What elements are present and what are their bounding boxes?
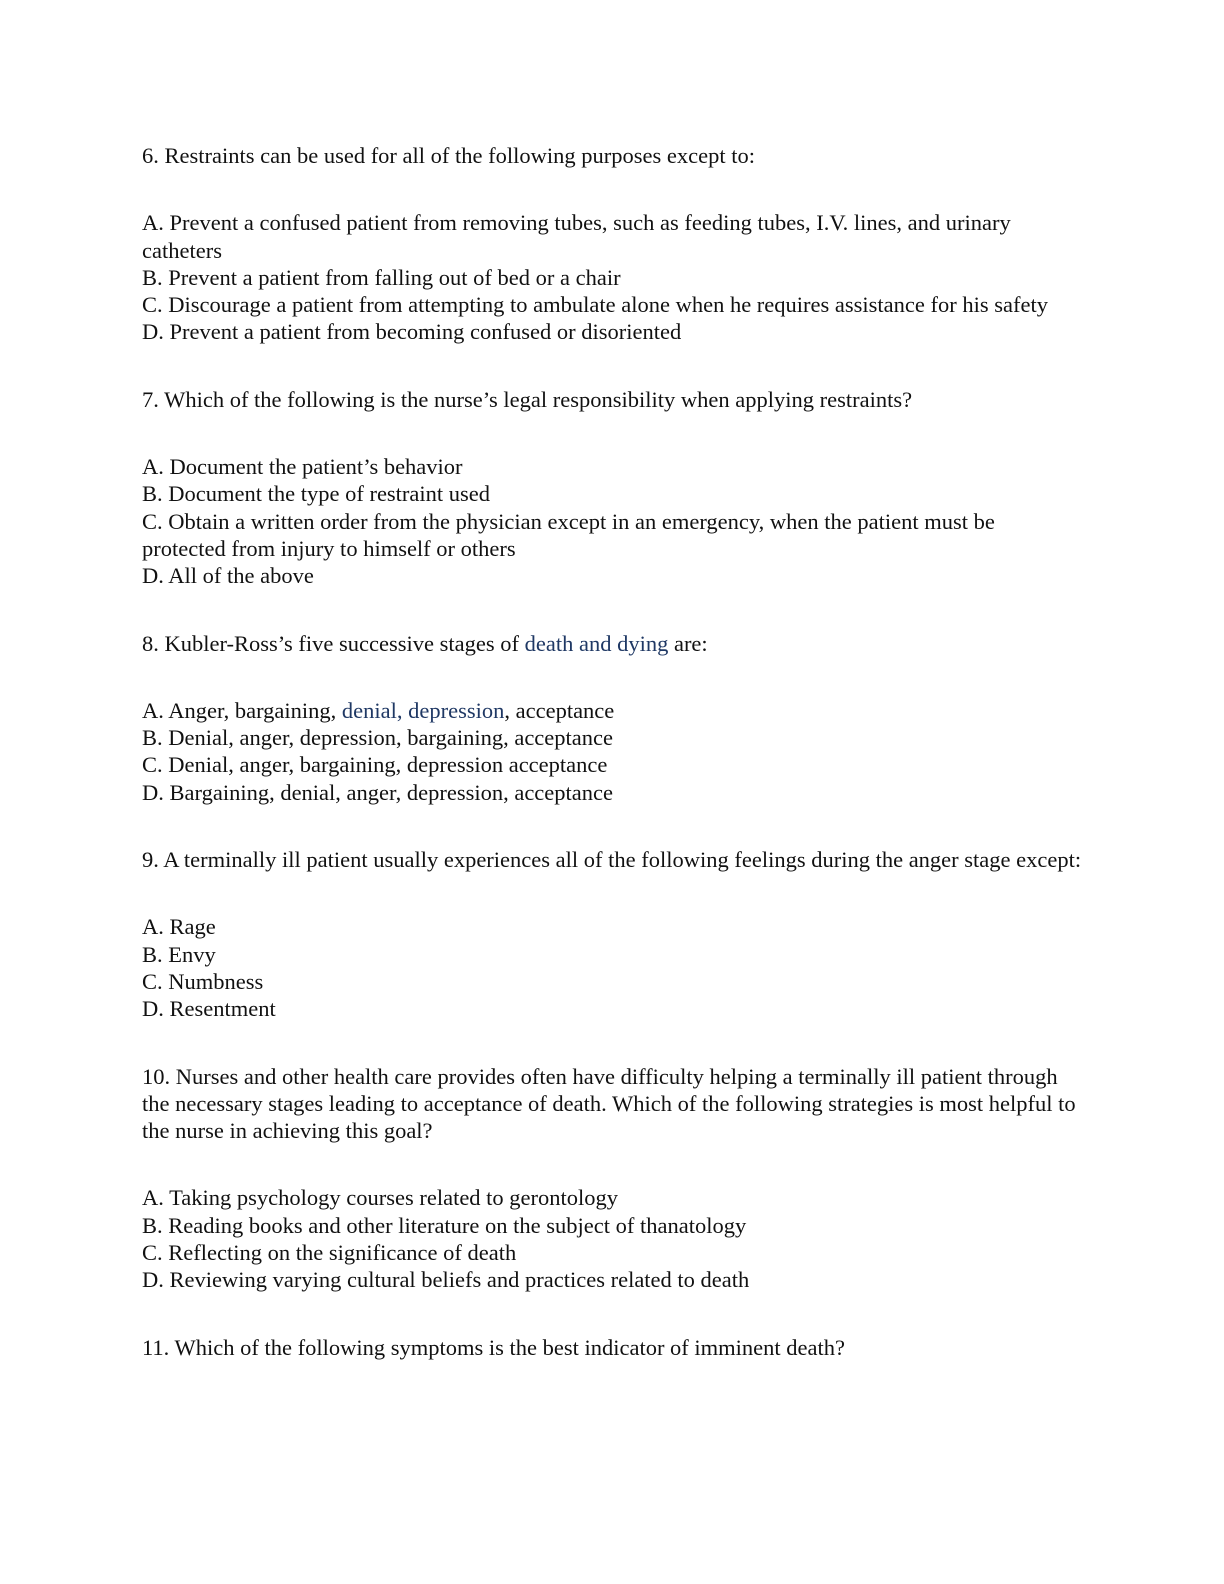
document-page bbox=[142, 142, 1082, 1361]
question-10-options bbox=[142, 1184, 1082, 1293]
question-9-option-b: B. Envy bbox=[142, 941, 216, 967]
question-8-option-d: D. Bargaining, denial, anger, depression, acceptance bbox=[142, 779, 613, 805]
denial-depression-link[interactable]: denial, depression bbox=[341, 697, 505, 723]
question-10-option-a: A. Taking psychology courses related to gerontology bbox=[142, 1185, 619, 1211]
question-10-option-c: C. Reflecting on the significance of death bbox=[142, 1240, 517, 1266]
question-7-option-c: C. Obtain a written order from the physician except in an emergency, when the patient must be protected from injury to himself or others bbox=[142, 508, 995, 561]
question-8-option-c: C. Denial, anger, bargaining, depression acceptance bbox=[142, 752, 608, 778]
question-11: 11. Which of the following symptoms is the best indicator of imminent death? bbox=[142, 1334, 846, 1360]
question-8 bbox=[142, 630, 1082, 657]
question-8-option-b: B. Denial, anger, depression, bargaining, acceptance bbox=[142, 725, 613, 751]
question-9-options bbox=[142, 913, 1082, 1022]
question-6-option-d: D. Prevent a patient from becoming confused or disoriented bbox=[142, 319, 682, 345]
question-10-option-d: D. Reviewing varying cultural beliefs and practices related to death bbox=[142, 1267, 750, 1293]
question-9: 9. A terminally ill patient usually experiences all of the following feelings during the anger stage except: bbox=[142, 847, 1082, 873]
question-9-option-c: C. Numbness bbox=[142, 968, 264, 994]
question-6-option-c: C. Discourage a patient from attempting to ambulate alone when he requires assistance for his safety bbox=[142, 292, 1048, 318]
question-8-option-a-end: , acceptance bbox=[504, 697, 615, 723]
question-9-option-d: D. Resentment bbox=[142, 996, 276, 1022]
question-10: 10. Nurses and other health care provides often have difficulty helping a terminally ill patient through the necessary stages leading to acceptance of death. Which of the following strategies is most helpful to the nurse in achieving this goal? bbox=[142, 1063, 1076, 1144]
question-7-option-b: B. Document the type of restraint used bbox=[142, 481, 491, 507]
question-8-text-start: 8. Kubler-Ross’s five successive stages of bbox=[142, 630, 525, 656]
question-7-option-a: A. Document the patient’s behavior bbox=[142, 454, 463, 480]
question-7-option-d: D. All of the above bbox=[142, 563, 314, 589]
question-8-option-a bbox=[142, 697, 1082, 724]
death-and-dying-link[interactable]: death and dying bbox=[524, 630, 669, 656]
question-6-option-b: B. Prevent a patient from falling out of bed or a chair bbox=[142, 264, 621, 290]
question-8-option-a-start: A. Anger, bargaining, bbox=[142, 697, 342, 723]
question-7-options bbox=[142, 453, 1082, 589]
question-8-text-end: are: bbox=[668, 630, 708, 656]
question-8-options bbox=[142, 697, 1082, 806]
question-6-option-a: A. Prevent a confused patient from removing tubes, such as feeding tubes, I.V. lines, and urinary catheters bbox=[142, 210, 1011, 263]
question-6: 6. Restraints can be used for all of the following purposes except to: bbox=[142, 143, 755, 168]
question-7: 7. Which of the following is the nurse’s legal responsibility when applying restraints? bbox=[142, 386, 913, 412]
question-10-option-b: B. Reading books and other literature on the subject of thanatology bbox=[142, 1212, 747, 1238]
question-6-options bbox=[142, 209, 1082, 345]
question-9-option-a: A. Rage bbox=[142, 914, 216, 940]
